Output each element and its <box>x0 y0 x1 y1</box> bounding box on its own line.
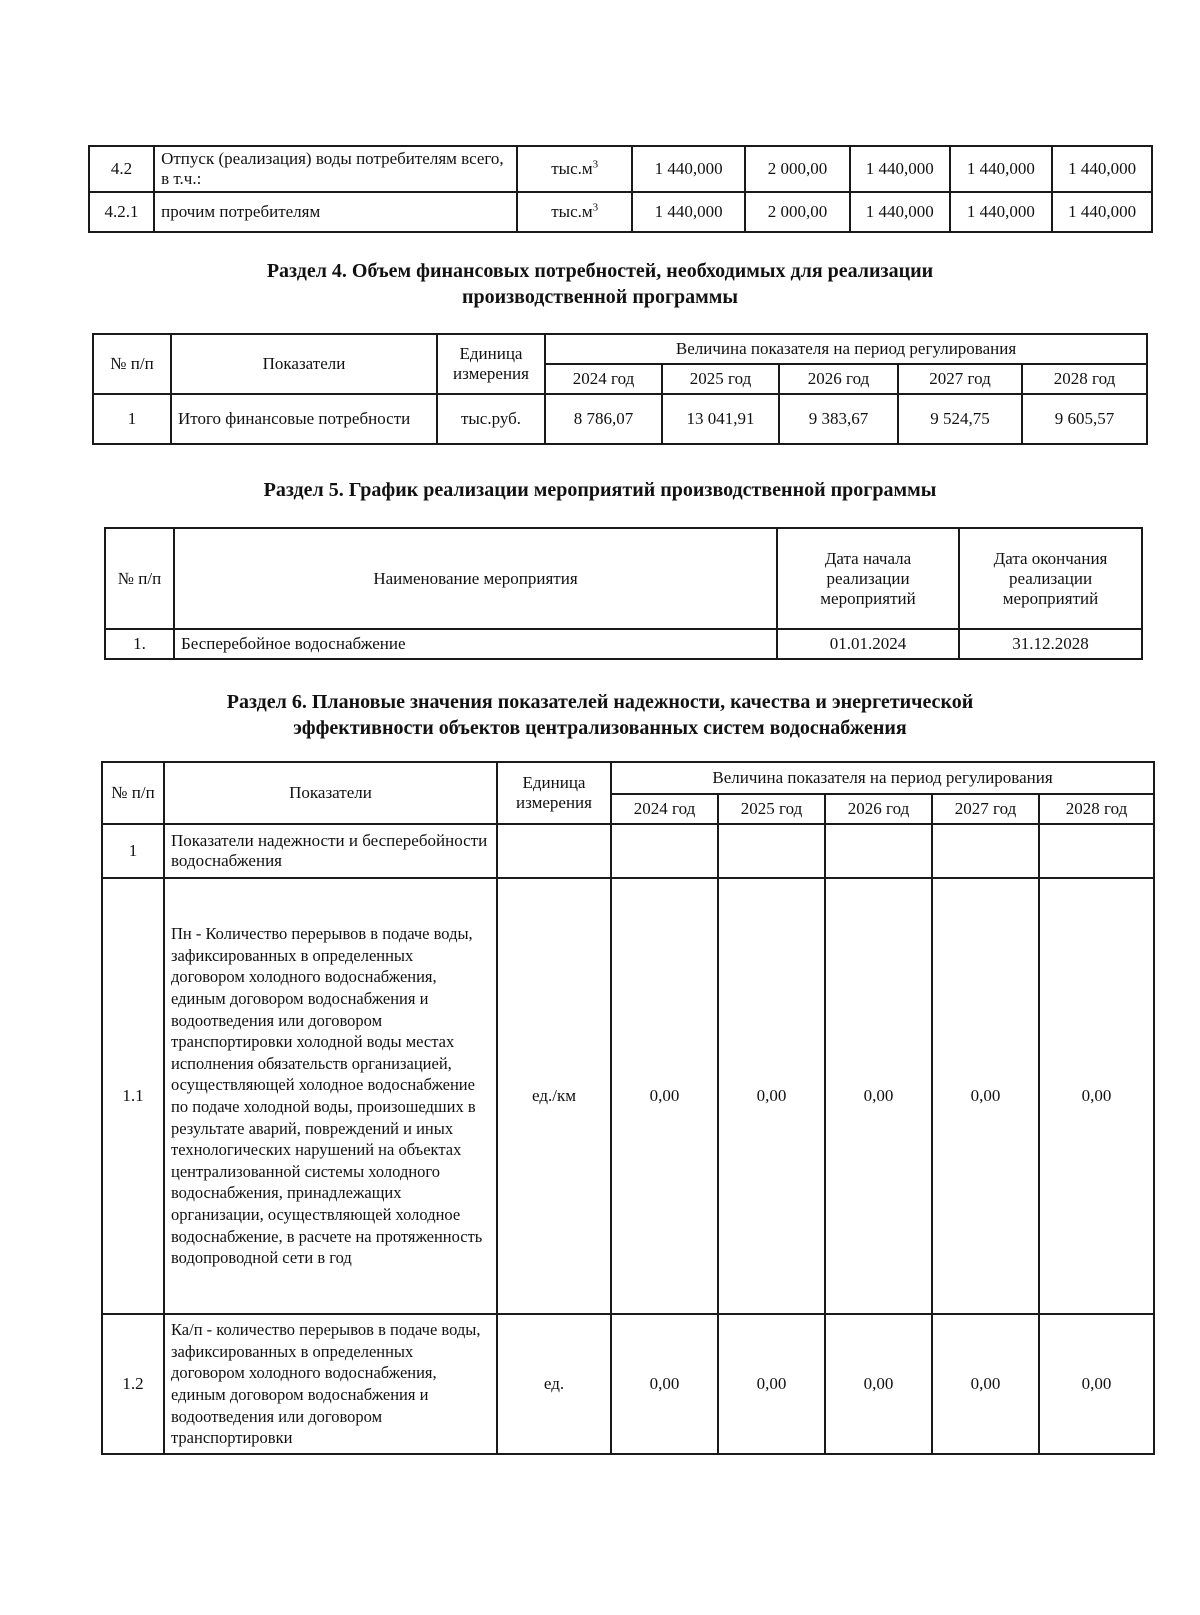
header-period: Величина показателя на период регулирования <box>545 334 1147 364</box>
schedule-table <box>104 527 1143 660</box>
header-name: Показатели <box>171 334 437 394</box>
table-row <box>102 878 1154 1314</box>
section5-title: Раздел 5. График реализации мероприятий производственной программы <box>263 479 937 501</box>
row-name: Итого финансовые потребности <box>171 394 437 444</box>
header-row <box>102 762 1154 794</box>
row-number: 1. <box>105 629 174 659</box>
row-name: Отпуск (реализация) воды потребителям всего, в т.ч.: <box>154 146 517 192</box>
header-name: Показатели <box>164 762 497 824</box>
row-name: Ка/п - количество перерывов в подаче воды, зафиксированных в определенных договором холодного водоснабжения, единым договором водоснабжения и водоотведения или договором транспортировки <box>164 1314 497 1454</box>
value-cell: 1 440,000 <box>850 146 950 192</box>
row-unit: ед./км <box>497 878 611 1314</box>
value-cell <box>825 824 932 878</box>
row-unit <box>497 824 611 878</box>
value-cell: 13 041,91 <box>662 394 779 444</box>
value-cell: 0,00 <box>1039 1314 1154 1454</box>
value-cell: 0,00 <box>1039 878 1154 1314</box>
reliability-indicators-table <box>101 761 1155 1455</box>
header-year: 2027 год <box>932 794 1039 824</box>
value-cell: 1 440,000 <box>1052 146 1152 192</box>
section4-title-line1: Раздел 4. Объем финансовых потребностей, необходимых для реализации <box>266 260 934 282</box>
value-cell <box>1039 824 1154 878</box>
section4-title <box>0 258 1200 310</box>
water-release-table <box>88 145 1153 233</box>
header-num: № п/п <box>93 334 171 394</box>
value-cell: 1 440,000 <box>950 146 1053 192</box>
value-cell <box>611 824 718 878</box>
value-cell <box>718 824 825 878</box>
value-cell: 9 605,57 <box>1022 394 1147 444</box>
value-cell: 1 440,000 <box>950 192 1053 232</box>
value-cell: 0,00 <box>825 878 932 1314</box>
value-cell: 8 786,07 <box>545 394 662 444</box>
header-num: № п/п <box>102 762 164 824</box>
financial-needs-table <box>92 333 1148 445</box>
header-year: 2025 год <box>662 364 779 394</box>
value-cell: 9 524,75 <box>898 394 1022 444</box>
table-row <box>89 146 1152 192</box>
row-name: Пн - Количество перерывов в подаче воды, зафиксированных в определенных договором холодного водоснабжения, единым договором водоснабжения и водоотведения или договором транспортировки холодной воды местах исполнения обязательств организацией, осуществляющей холодное водоснабжение по подаче холодной воды, произошедших в результате аварий, повреждений и иных технологических нарушений на объектах централизованной системы холодного водоснабжения, принадлежащих организации, осуществляющей холодное водоснабжение, в расчете на протяженность водопроводной сети в год <box>164 878 497 1314</box>
value-cell: 1 440,000 <box>850 192 950 232</box>
row-unit: тыс.руб. <box>437 394 545 444</box>
header-period: Величина показателя на период регулирования <box>611 762 1154 794</box>
row-unit: $тыс.м^3$ <box>517 192 632 232</box>
table-row <box>93 394 1147 444</box>
header-row <box>93 334 1147 364</box>
table-row <box>102 824 1154 878</box>
header-year: 2028 год <box>1022 364 1147 394</box>
row-name: Показатели надежности и бесперебойности водоснабжения <box>164 824 497 878</box>
header-name: Наименование мероприятия <box>174 528 777 629</box>
row-name: Бесперебойное водоснабжение <box>174 629 777 659</box>
header-year: 2027 год <box>898 364 1022 394</box>
row-unit: $тыс.м^3$ <box>517 146 632 192</box>
section6-title-line2: эффективности объектов централизованных систем водоснабжения <box>293 717 907 739</box>
header-num: № п/п <box>105 528 174 629</box>
row-number: 4.2 <box>89 146 154 192</box>
row-number: 1.1 <box>102 878 164 1314</box>
header-unit: Единица измерения <box>437 334 545 394</box>
value-cell: 0,00 <box>825 1314 932 1454</box>
value-cell: 1 440,000 <box>1052 192 1152 232</box>
table-row <box>89 192 1152 232</box>
header-row <box>105 528 1142 629</box>
value-cell: 0,00 <box>932 878 1039 1314</box>
value-cell: 2 000,00 <box>745 146 850 192</box>
value-cell: 0,00 <box>718 1314 825 1454</box>
value-cell: 2 000,00 <box>745 192 850 232</box>
header-year: 2025 год <box>718 794 825 824</box>
header-year: 2026 год <box>825 794 932 824</box>
value-cell: 9 383,67 <box>779 394 898 444</box>
row-unit: ед. <box>497 1314 611 1454</box>
header-unit: Единица измерения <box>497 762 611 824</box>
value-cell: 0,00 <box>932 1314 1039 1454</box>
header-end-date: Дата окончания реализации мероприятий <box>959 528 1142 629</box>
value-cell: 0,00 <box>718 878 825 1314</box>
header-start-date: Дата начала реализации мероприятий <box>777 528 959 629</box>
table-row <box>102 1314 1154 1454</box>
value-cell: 0,00 <box>611 1314 718 1454</box>
header-year: 2024 год <box>545 364 662 394</box>
value-cell: 1 440,000 <box>632 192 745 232</box>
start-date: 01.01.2024 <box>777 629 959 659</box>
value-cell: 1 440,000 <box>632 146 745 192</box>
row-number: 4.2.1 <box>89 192 154 232</box>
section6-title-line1: Раздел 6. Плановые значения показателей надежности, качества и энергетической <box>226 691 974 713</box>
value-cell <box>932 824 1039 878</box>
header-year: 2024 год <box>611 794 718 824</box>
header-year: 2028 год <box>1039 794 1154 824</box>
header-year: 2026 год <box>779 364 898 394</box>
value-cell: 0,00 <box>611 878 718 1314</box>
row-number: 1 <box>102 824 164 878</box>
row-number: 1.2 <box>102 1314 164 1454</box>
section4-title-line2: производственной программы <box>461 286 739 308</box>
row-number: 1 <box>93 394 171 444</box>
end-date: 31.12.2028 <box>959 629 1142 659</box>
table-row <box>105 629 1142 659</box>
section6-title <box>0 689 1200 741</box>
row-name: прочим потребителям <box>154 192 517 232</box>
